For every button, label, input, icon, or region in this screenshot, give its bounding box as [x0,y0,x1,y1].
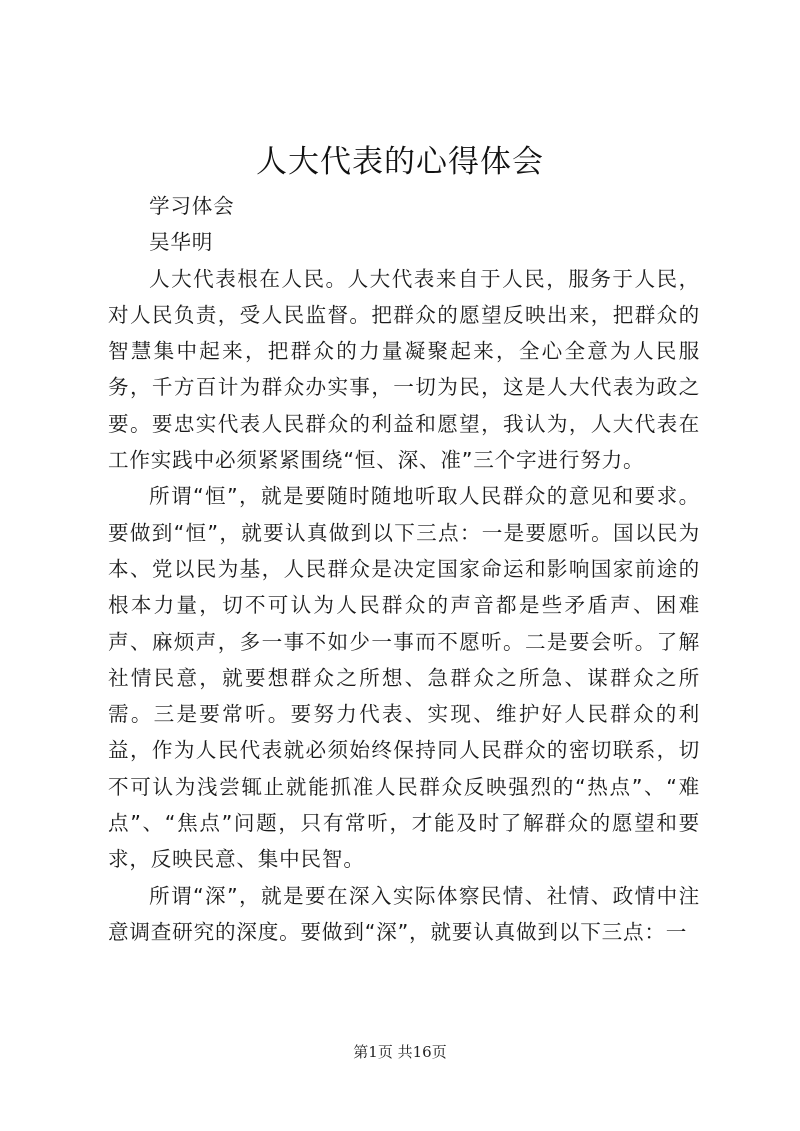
paragraph-2: 所谓“恒”，就是要随时随地听取人民群众的意见和要求。要做到“恒”，就要认真做到以下三点：一是要愿听。国以民为本、党以民为基，人民群众是决定国家命运和影响国家前途的根本力量，切不可认为人民群众的声音都是些矛盾声、困难声、麻烦声，多一事不如少一事而不愿听。二是要会听。了解社情民意，就要想群众之所想、急群众之所急、谋群众之所需。三是要常听。要努力代表、实现、维护好人民群众的利益，作为人民代表就必须始终保持同人民群众的密切联系，切不可认为浅尝辄止就能抓准人民群众反映强烈的“热点”、“难点”、“焦点”问题，只有常听，才能及时了解群众的愿望和要求，反映民意、集中民智。 [108,484,700,872]
document-title: 人大代表的心得体会 [256,144,544,180]
author-line: 吴华明 [149,230,214,255]
document-body [108,188,700,950]
paragraph-3: 所谓“深”，就是要在深入实际体察民情、社情、政情中注意调查研究的深度。要做到“深”，就要认真做到以下三点：一 [108,883,700,944]
subtitle-line: 学习体会 [149,194,235,218]
page-total: 共16页 [397,1043,447,1061]
paragraph-1: 人大代表根在人民。人大代表来自于人民，服务于人民，对人民负责，受人民监督。把群众的愿望反映出来，把群众的智慧集中起来，把群众的力量凝聚起来，全心全意为人民服务，千方百计为群众办实事，一切为民，这是人大代表为政之要。要忠实代表人民群众的利益和愿望，我认为，人大代表在工作实践中必须紧紧围绕“恒、深、准”三个字进行努力。 [108,266,700,473]
page-number: 第1页 [353,1043,393,1061]
page-footer [0,1042,800,1062]
